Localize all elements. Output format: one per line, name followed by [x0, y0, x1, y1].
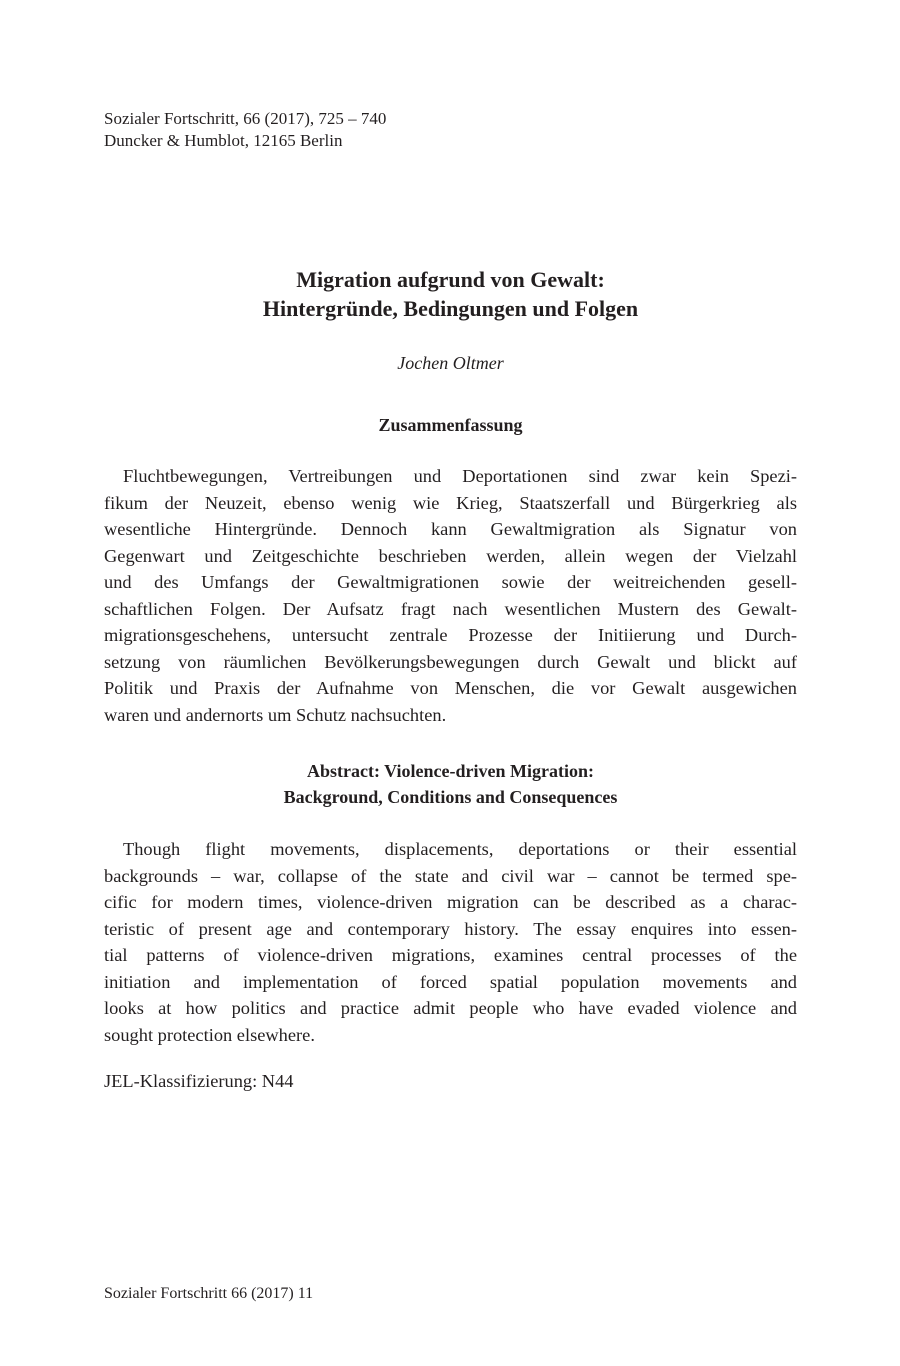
zusammenfassung-body	[104, 463, 797, 728]
paper-page	[104, 0, 797, 1366]
zusammenfassung-line: setzung von räumlichen Bevölkerungsbewegungen durch Gewalt und blickt auf	[104, 651, 797, 672]
zusammenfassung-line: wesentliche Hintergründe. Dennoch kann Gewaltmigration als Signatur von	[104, 519, 797, 539]
zusammenfassung-heading	[104, 412, 797, 438]
abstract-heading-line-1: Abstract: Violence-driven Migration:	[307, 761, 594, 781]
abstract-line: teristic of present age and contemporary history. The essay enquires into essen-	[104, 918, 797, 939]
abstract-line: looks at how politics and practice admit people who have evaded violence and	[104, 998, 797, 1018]
abstract-line: initiation and implementation of forced spatial population movements and	[104, 971, 797, 992]
title-line-1: Migration aufgrund von Gewalt:	[296, 267, 605, 292]
author-name: Jochen Oltmer	[397, 353, 504, 373]
citation-line-1: Sozialer Fortschritt, 66 (2017), 725 – 740	[104, 109, 387, 128]
abstract-heading	[104, 758, 797, 810]
zusammenfassung-heading-text: Zusammenfassung	[378, 415, 523, 435]
title-line-2: Hintergründe, Bedingungen und Folgen	[262, 296, 639, 321]
journal-citation	[104, 108, 386, 152]
paper-title	[104, 265, 797, 323]
abstract-heading-line-2: Background, Conditions and Consequences	[283, 787, 618, 807]
abstract-line: tial patterns of violence-driven migrations, examines central processes of the	[104, 945, 797, 965]
zusammenfassung-line: und des Umfangs der Gewaltmigrationen sowie der weitreichenden gesell-	[104, 572, 797, 592]
zusammenfassung-line: Politik und Praxis der Aufnahme von Menschen, die vor Gewalt ausgewichen	[104, 678, 797, 698]
zusammenfassung-line: migrationsgeschehens, untersucht zentrale Prozesse der Initiierung und Durch-	[104, 625, 797, 645]
page-footer: Sozialer Fortschritt 66 (2017) 11	[104, 1285, 314, 1302]
zusammenfassung-line: schaftlichen Folgen. Der Aufsatz fragt nach wesentlichen Mustern des Gewalt-	[104, 598, 797, 619]
abstract-body	[104, 836, 797, 1048]
zusammenfassung-line: fikum der Neuzeit, ebenso wenig wie Krieg, Staatszerfall und Bürgerkrieg als	[104, 492, 797, 513]
zusammenfassung-line: Fluchtbewegungen, Vertreibungen und Deportationen sind zwar kein Spezi-	[123, 466, 797, 486]
abstract-line: backgrounds – war, collapse of the state and civil war – cannot be termed spe-	[104, 865, 797, 886]
abstract-line: sought protection elsewhere.	[104, 1024, 315, 1045]
jel-classification: JEL-Klassifizierung: N44	[104, 1071, 294, 1091]
zusammenfassung-line: waren und andernorts um Schutz nachsuchten.	[104, 704, 447, 725]
abstract-line: Though flight movements, displacements, deportations or their essential	[123, 839, 797, 859]
zusammenfassung-line: Gegenwart und Zeitgeschichte beschrieben werden, allein wegen der Vielzahl	[104, 545, 797, 566]
abstract-line: cific for modern times, violence-driven migration can be described as a charac-	[104, 892, 797, 912]
citation-line-2: Duncker & Humblot, 12165 Berlin	[104, 131, 343, 150]
